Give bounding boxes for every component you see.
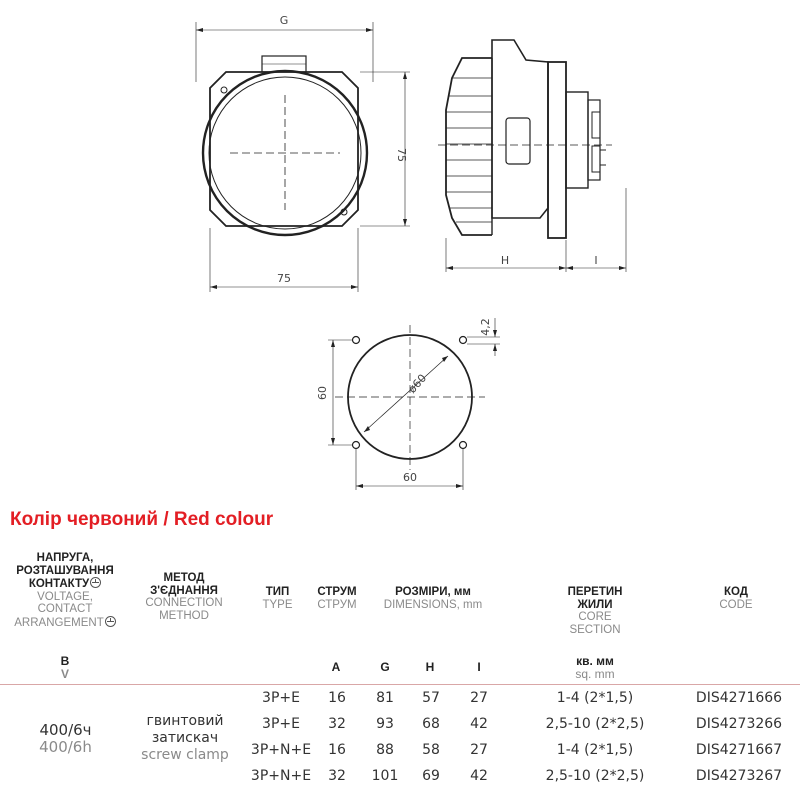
header-section: [535, 586, 655, 636]
method-cell: [130, 713, 240, 764]
panel-cutout-drawing: [328, 318, 500, 490]
cell-section: 1-4 (2*1,5): [556, 742, 634, 758]
unit-g: G: [380, 660, 390, 674]
ground-icon: [90, 577, 101, 588]
cell-current: 32: [328, 768, 346, 784]
ground-icon: [105, 616, 116, 627]
header-method-en-1: CONNECTION: [145, 597, 223, 609]
cell-h: 69: [422, 768, 440, 784]
cell-current: 16: [328, 742, 346, 758]
cell-code: DIS4271666: [695, 690, 783, 706]
cell-type: 3P+E: [262, 690, 300, 706]
cell-g: 81: [376, 690, 394, 706]
dim-label-front-height: 75: [395, 148, 408, 162]
cell-i: 27: [470, 742, 488, 758]
cell-i: 42: [470, 768, 488, 784]
header-voltage: [5, 552, 125, 629]
dim-label-h: H: [500, 254, 510, 267]
unit-h: H: [425, 660, 435, 674]
method-value-ua-2: затискач: [151, 730, 219, 746]
side-view-drawing: [438, 40, 626, 272]
cell-i: 27: [470, 690, 488, 706]
unit-section-en: sq. mm: [575, 667, 615, 681]
cell-section: 1-4 (2*1,5): [556, 690, 634, 706]
header-method-en-2: METHOD: [159, 609, 209, 622]
header-section-en-1: CORE: [578, 611, 612, 623]
cell-g: 88: [376, 742, 394, 758]
dim-label-hole-offset: 4,2: [479, 318, 492, 336]
header-separator: [0, 684, 800, 685]
unit-voltage-en: V: [60, 667, 69, 681]
header-current-en: СТРУМ: [317, 598, 357, 611]
header-current: [308, 586, 366, 611]
colour-title: Колір червоний / Red colour: [10, 509, 274, 530]
unit-voltage-ua: В: [60, 654, 70, 668]
header-type-ua: ТИП: [265, 586, 290, 598]
header-type-en: TYPE: [262, 598, 293, 611]
dim-label-diameter: ø60: [405, 371, 430, 396]
header-voltage-ua-3: КОНТАКТУ: [28, 578, 90, 590]
unit-section: [540, 655, 650, 681]
cell-type: 3P+E: [262, 716, 300, 732]
cell-g: 93: [376, 716, 394, 732]
cell-h: 58: [422, 742, 440, 758]
header-method-ua-1: МЕТОД: [163, 572, 205, 584]
cell-i: 42: [470, 716, 488, 732]
dim-label-front-base: 75: [277, 272, 291, 285]
header-dimensions: [368, 586, 498, 611]
header-dimensions-ua: РОЗМІРИ, мм: [395, 586, 471, 598]
unit-i: I: [477, 660, 481, 674]
header-code-ua: КОД: [723, 586, 748, 598]
header-section-en-2: SECTION: [569, 623, 621, 636]
header-section-ua-2: ЖИЛИ: [577, 598, 613, 611]
dim-label-g: G: [279, 14, 289, 27]
cell-g: 101: [371, 768, 399, 784]
header-section-ua-1: ПЕРЕТИН: [567, 586, 623, 598]
header-method-ua-2: З'ЄДНАННЯ: [150, 584, 218, 597]
unit-current: A: [331, 660, 341, 674]
header-voltage-ua-2: РОЗТАШУВАННЯ: [16, 564, 114, 577]
unit-voltage: [50, 655, 80, 681]
cell-current: 16: [328, 690, 346, 706]
cell-h: 68: [422, 716, 440, 732]
voltage-cell: [18, 722, 113, 756]
cell-type: 3P+N+E: [250, 742, 312, 758]
header-voltage-en-3: ARRANGEMENT: [14, 616, 104, 629]
cell-section: 2,5-10 (2*2,5): [545, 716, 645, 732]
header-voltage-en-1: VOLTAGE,: [37, 590, 93, 603]
method-value-ua-1: гвинтовий: [146, 713, 224, 729]
cell-current: 32: [328, 716, 346, 732]
header-type: [255, 586, 300, 611]
unit-section-ua: кв. мм: [576, 654, 614, 668]
cell-type: 3P+N+E: [250, 768, 312, 784]
cell-h: 57: [422, 690, 440, 706]
header-voltage-ua-1: НАПРУГА,: [36, 552, 94, 564]
header-code: [686, 586, 786, 611]
cell-code: DIS4273267: [695, 768, 783, 784]
header-method: [128, 572, 240, 622]
header-voltage-en-2: CONTACT: [37, 603, 93, 615]
cell-code: DIS4271667: [695, 742, 783, 758]
cell-section: 2,5-10 (2*2,5): [545, 768, 645, 784]
cell-code: DIS4273266: [695, 716, 783, 732]
method-value-en: screw clamp: [141, 747, 229, 763]
voltage-value-en: 400/6h: [39, 738, 92, 756]
header-current-ua: СТРУМ: [317, 586, 357, 598]
header-dimensions-en: DIMENSIONS, mm: [383, 598, 483, 611]
header-code-en: CODE: [719, 598, 753, 611]
front-view-drawing: [196, 22, 410, 292]
dim-label-i: I: [594, 254, 598, 267]
dim-label-cutout-width: 60: [403, 471, 417, 484]
dim-label-cutout-height: 60: [316, 386, 329, 400]
voltage-value-ua: 400/6ч: [39, 721, 92, 739]
